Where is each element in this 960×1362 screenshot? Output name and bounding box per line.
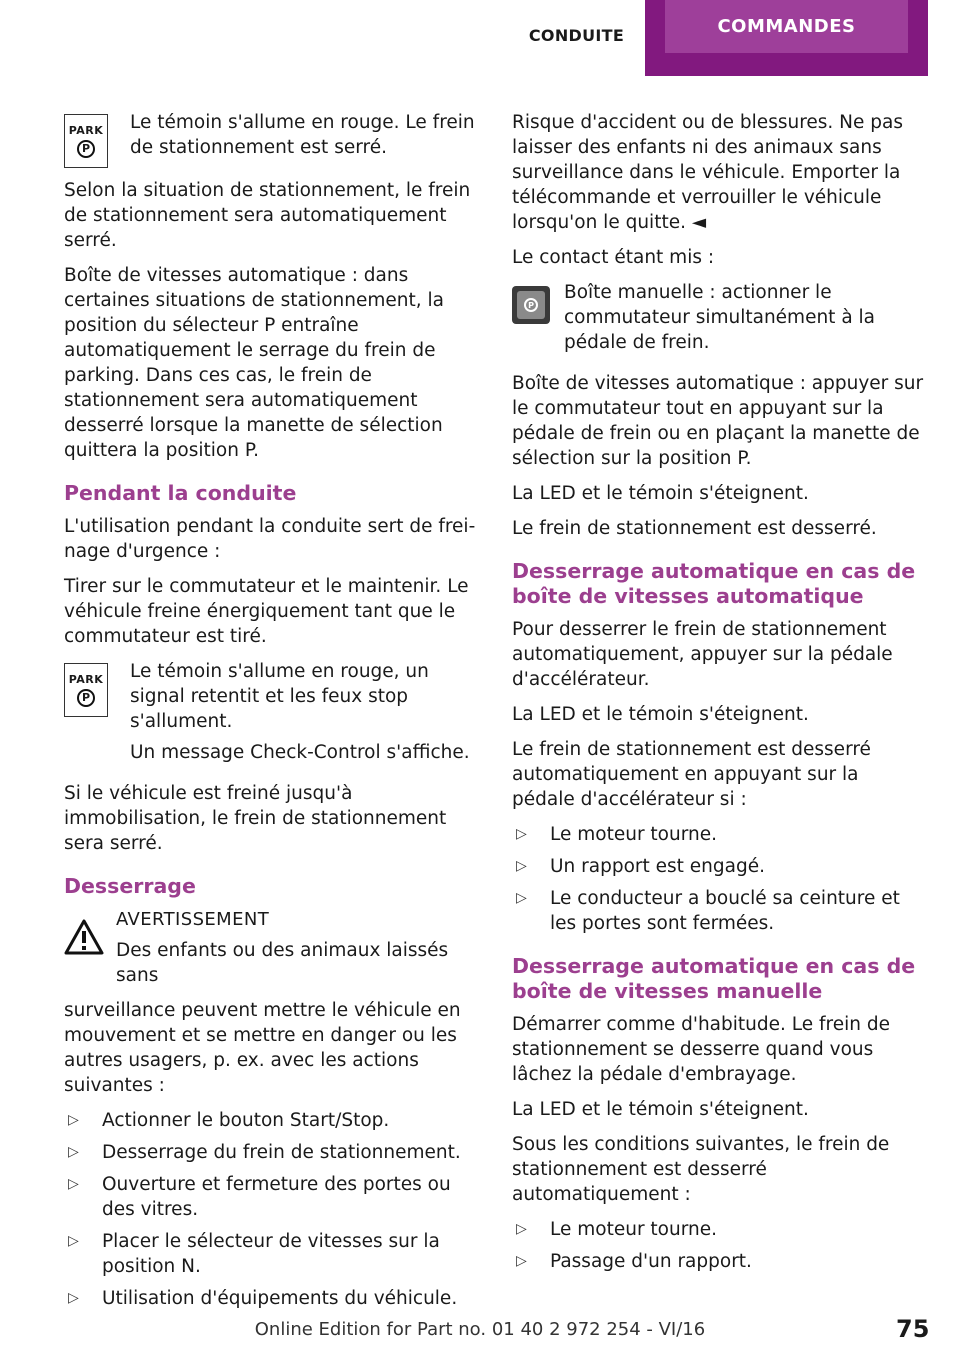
parking-brake-switch-icon bbox=[512, 286, 550, 324]
icon1-text: Le témoin s'allume en rouge. Le frein de stationnement est serré. bbox=[130, 112, 475, 158]
bullet-arrow-icon: ▷ bbox=[516, 858, 527, 874]
bullet-arrow-icon: ▷ bbox=[68, 1112, 79, 1128]
right-paragraph-2: Le contact étant mis : bbox=[512, 247, 715, 268]
warning-first-line: Des enfants ou des animaux laissés sans bbox=[116, 940, 449, 986]
right-paragraph-4: La LED et le témoin s'éteignent. bbox=[512, 483, 809, 504]
list-item bbox=[512, 1217, 924, 1242]
heading-auto-release-automatic: Desserrage automatique en cas de boîte de vitesses automatique bbox=[512, 559, 916, 608]
left-paragraph-5: Si le véhicule est freiné jusqu'à immobilisation, le frein de stationnement sera serré. bbox=[64, 783, 447, 854]
park-icon-symbol: P bbox=[77, 689, 95, 707]
list-item-text: Un rapport est engagé. bbox=[550, 856, 765, 877]
left-paragraph-4: Tirer sur le commutateur et le maintenir. Le véhicule freine énergiquement tant que le commutateur est tiré. bbox=[64, 576, 469, 647]
left-paragraph-2: Boîte de vitesses automatique : dans certaines situations de stationnement, la position du sélecteur P entraîne automatiquement le serrage du frein de parking. Dans ces cas, le frein de stationnement sera automatiquement desserré lorsque la manette de sélection quittera la position P. bbox=[64, 265, 444, 461]
page-number: 75 bbox=[896, 1315, 930, 1343]
heading-desserrage: Desserrage bbox=[64, 874, 196, 898]
switch-block bbox=[512, 280, 924, 361]
right-paragraph-7: La LED et le témoin s'éteignent. bbox=[512, 704, 809, 725]
list-item bbox=[512, 1249, 924, 1274]
bullet-arrow-icon: ▷ bbox=[68, 1176, 79, 1192]
left-bullet-list bbox=[64, 1108, 476, 1311]
bullet-arrow-icon: ▷ bbox=[68, 1144, 79, 1160]
tab-conduite[interactable]: CONDUITE bbox=[528, 25, 625, 45]
park-icon-symbol: P bbox=[77, 140, 95, 158]
list-item bbox=[512, 886, 924, 936]
list-item bbox=[64, 1172, 476, 1222]
switch-symbol: P bbox=[524, 298, 538, 312]
right-paragraph-8: Le frein de stationnement est desserré automatiquement en appuyant sur la pédale d'accélérateur si : bbox=[512, 739, 871, 810]
right-bullet-list-2 bbox=[512, 1217, 924, 1274]
park-indicator-block-1 bbox=[64, 110, 476, 168]
warning-triangle-icon bbox=[64, 919, 104, 955]
list-item-text: Le moteur tourne. bbox=[550, 824, 717, 845]
warning-body: surveillance peuvent mettre le véhicule en mouvement et se mettre en danger ou les autres usagers, p. ex. avec les actions suivantes : bbox=[64, 1000, 461, 1096]
icon2-text-1: Le témoin s'allume en rouge, un signal retentit et les feux stop s'allument. bbox=[130, 661, 429, 732]
left-paragraph-3: L'utilisation pendant la conduite sert de freinage d'urgence : bbox=[64, 516, 476, 562]
switch-text: Boîte manuelle : actionner le commutateur simultanément à la pédale de frein. bbox=[564, 282, 876, 353]
list-item-text: Placer le sélecteur de vitesses sur la position N. bbox=[102, 1231, 440, 1277]
list-item-text: Utilisation d'équipements du véhicule. bbox=[102, 1288, 458, 1309]
warning-block bbox=[64, 907, 476, 988]
list-item-text: Desserrage du frein de stationnement. bbox=[102, 1142, 461, 1163]
park-brake-icon bbox=[64, 663, 108, 717]
park-brake-icon bbox=[64, 114, 108, 168]
list-item bbox=[64, 1229, 476, 1279]
list-item bbox=[512, 854, 924, 879]
right-paragraph-5: Le frein de stationnement est desserré. bbox=[512, 518, 877, 539]
right-column bbox=[512, 110, 924, 1281]
park-icon-label: PARK bbox=[68, 123, 104, 137]
bullet-arrow-icon: ▷ bbox=[68, 1290, 79, 1306]
right-paragraph-10: La LED et le témoin s'éteignent. bbox=[512, 1099, 809, 1120]
bullet-arrow-icon: ▷ bbox=[516, 890, 527, 906]
right-bullet-list-1 bbox=[512, 822, 924, 936]
list-item-text: Le conducteur a bouclé sa ceinture et les portes sont fermées. bbox=[550, 888, 900, 934]
right-paragraph-11: Sous les conditions suivantes, le frein de stationnement est desserré automatiquement : bbox=[512, 1134, 890, 1205]
heading-pendant-conduite: Pendant la conduite bbox=[64, 481, 297, 505]
list-item-text: Le moteur tourne. bbox=[550, 1219, 717, 1240]
left-paragraph-1: Selon la situation de stationnement, le frein de stationnement sera automatiquement serré. bbox=[64, 180, 471, 251]
bullet-arrow-icon: ▷ bbox=[516, 1221, 527, 1237]
bullet-arrow-icon: ▷ bbox=[516, 826, 527, 842]
left-column bbox=[64, 110, 476, 1318]
bullet-arrow-icon: ▷ bbox=[68, 1233, 79, 1249]
list-item bbox=[64, 1140, 476, 1165]
tab-commandes-label: COMMANDES bbox=[665, 0, 908, 53]
right-paragraph-3: Boîte de vitesses automatique : appuyer sur le commutateur tout en appuyant sur la pédale de frein ou en plaçant la manette de sélection sur la position P. bbox=[512, 373, 924, 469]
icon2-text-2: Un message Check-Control s'affiche. bbox=[130, 742, 470, 763]
bullet-arrow-icon: ▷ bbox=[516, 1253, 527, 1269]
list-item bbox=[512, 822, 924, 847]
right-paragraph-6: Pour desserrer le frein de stationnement automatiquement, appuyer sur la pédale d'accélérateur. bbox=[512, 619, 893, 690]
footer-edition: Online Edition for Part no. 01 40 2 972 254 - VI/16 bbox=[254, 1319, 706, 1340]
park-indicator-block-2 bbox=[64, 659, 476, 771]
heading-auto-release-manual: Desserrage automatique en cas de boîte de vitesses manuelle bbox=[512, 954, 916, 1003]
list-item-text: Passage d'un rapport. bbox=[550, 1251, 752, 1272]
park-icon-label: PARK bbox=[68, 672, 104, 686]
right-paragraph-9: Démarrer comme d'habitude. Le frein de stationnement se desserre quand vous lâchez la pédale d'embrayage. bbox=[512, 1014, 890, 1085]
list-item-text: Ouverture et fermeture des portes ou des vitres. bbox=[102, 1174, 451, 1220]
list-item bbox=[64, 1108, 476, 1133]
list-item bbox=[64, 1286, 476, 1311]
right-paragraph-1: Risque d'accident ou de blessures. Ne pas laisser des enfants ni des animaux sans surveillance dans le véhicule. Emporter la télécommande et verrouiller le véhicule lorsqu'on le quitte. ◄ bbox=[512, 112, 903, 233]
tab-commandes[interactable] bbox=[645, 0, 928, 76]
list-item-text: Actionner le bouton Start/Stop. bbox=[102, 1110, 390, 1131]
warning-title: AVERTISSEMENT bbox=[116, 909, 270, 930]
